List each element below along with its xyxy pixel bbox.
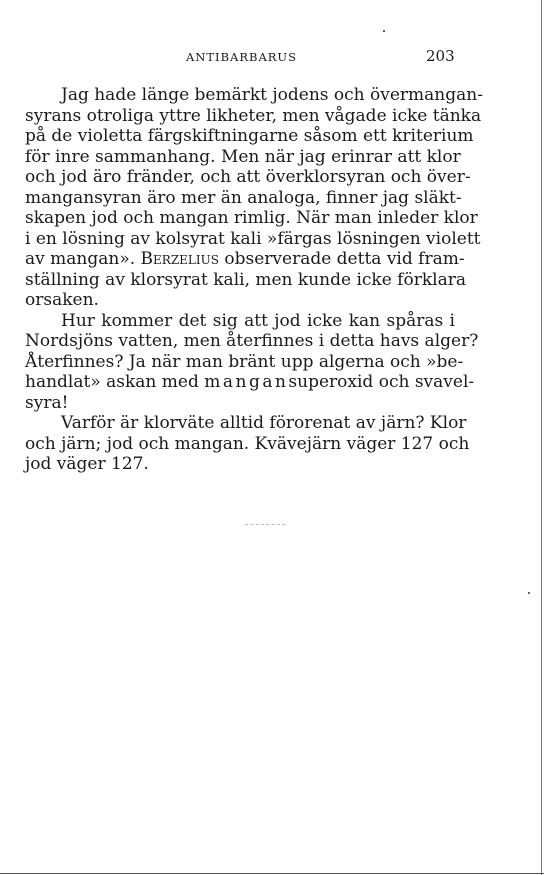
text-line: syrans otroliga yttre likheter, men vågade icke tänka bbox=[25, 105, 482, 126]
running-title: ANTIBARBARUS bbox=[186, 50, 297, 64]
text-line: Hur kommer det sig att jod icke kan spåras i bbox=[61, 310, 455, 331]
page-bottom-edge bbox=[0, 873, 544, 874]
paragraph-3 bbox=[25, 413, 470, 475]
page-number: 203 bbox=[426, 47, 455, 65]
text-line: och jod äro fränder, och att överklorsyran och över- bbox=[25, 167, 471, 187]
paragraph-2 bbox=[25, 310, 479, 414]
text-line: mangansyran äro mer än analoga, finner jag släkt- bbox=[25, 187, 462, 208]
text-line: Jag hade länge bemärkt jodens och övermangan- bbox=[61, 85, 483, 105]
text-line: i en lösning av kolsyrat kali »färgas lösningen violett bbox=[25, 228, 481, 249]
section-divider bbox=[245, 524, 285, 525]
text-line: jod väger 127. bbox=[25, 454, 149, 474]
author-name: Berzelius bbox=[140, 249, 219, 269]
body-text bbox=[25, 85, 483, 475]
text-line bbox=[25, 249, 465, 270]
text-line bbox=[25, 372, 475, 393]
text-line: Återfinnes? Ja när man bränt upp algerna och »be- bbox=[25, 351, 464, 372]
text-line: skapen jod och mangan rimlig. När man inleder klor bbox=[25, 208, 478, 228]
text-line: ställning av klorsyrat kali, men kunde icke förklara bbox=[25, 269, 466, 290]
print-speck bbox=[528, 592, 530, 594]
text-line: på de violetta färgskiftningarne såsom ett kriterium bbox=[25, 126, 474, 146]
text-run: handlat» askan med bbox=[25, 372, 199, 392]
emphasized-word: mangan bbox=[204, 372, 289, 392]
text-line: Varför är klorväte alltid förorenat av järn? Klor bbox=[61, 413, 467, 433]
text-line: och järn; jod och mangan. Kvävejärn väger 127 och bbox=[25, 433, 470, 454]
text-run: observerade detta vid fram- bbox=[224, 249, 465, 269]
paragraph-1 bbox=[25, 85, 483, 311]
print-speck bbox=[383, 30, 385, 32]
page-edge bbox=[541, 0, 542, 875]
text-run: superoxid och svavel- bbox=[288, 372, 475, 392]
text-line: orsaken. bbox=[25, 290, 99, 310]
text-run: av mangan». bbox=[25, 249, 136, 269]
text-line: Nordsjöns vatten, men återfinnes i detta havs alger? bbox=[25, 331, 479, 351]
text-line: för inre sammanhang. Men när jag erinrar att klor bbox=[25, 146, 461, 167]
text-line: syra! bbox=[25, 392, 69, 413]
